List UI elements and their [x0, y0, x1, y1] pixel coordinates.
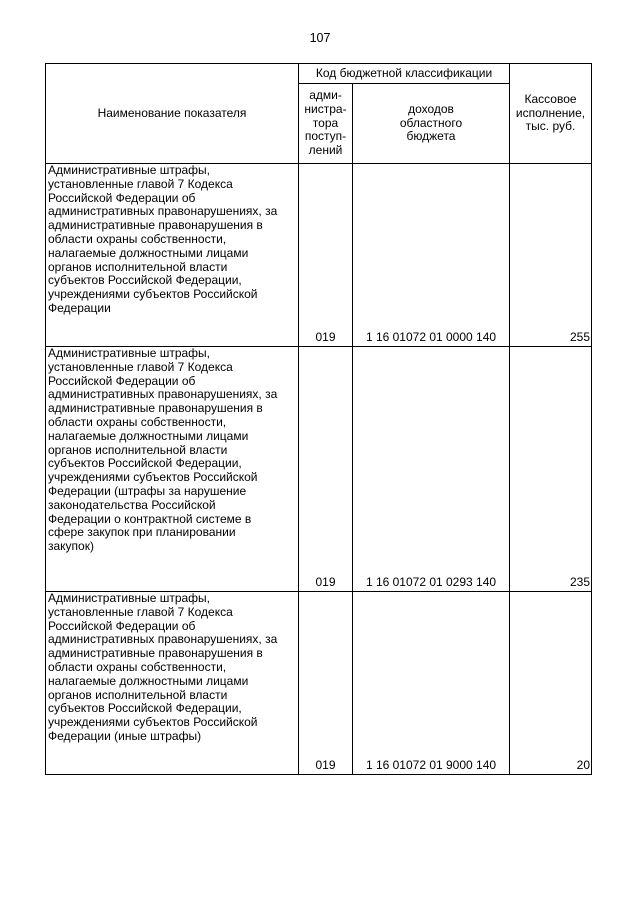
administrator-code-cell: 019 — [299, 592, 353, 775]
header-budget-code-group: Код бюджетной классификации — [299, 64, 510, 84]
administrator-code-cell: 019 — [299, 347, 353, 592]
revenue-code-cell: 1 16 01072 01 0000 140 — [353, 164, 510, 347]
indicator-name-cell: Административные штрафы, установленные главой 7 Кодекса Российской Федерации об административных правонарушениях, за административные правонарушения в области охраны собственности, налагаемые должностными лицами органов исполнительной власти субъектов Российской Федерации, учреждениями субъектов Российской Федерации (штрафы за нарушение законодательства Российской Федерации о контрактной системе в сфере закупок при планировании закупок) — [46, 347, 299, 592]
indicator-name-cell: Административные штрафы, установленные главой 7 Кодекса Российской Федерации об административных правонарушениях, за административные правонарушения в области охраны собственности, налагаемые должностными лицами органов исполнительной власти субъектов Российской Федерации, учреждениями субъектов Российской Федерации — [46, 164, 299, 347]
header-administrator: адми- нистра- тора поступ- лений — [299, 84, 353, 164]
revenue-code-cell: 1 16 01072 01 9000 140 — [353, 592, 510, 775]
table-row — [46, 592, 592, 775]
administrator-code-cell: 019 — [299, 164, 353, 347]
revenue-code-cell: 1 16 01072 01 0293 140 — [353, 347, 510, 592]
header-indicator-name: Наименование показателя — [46, 64, 299, 164]
header-regional-revenue: доходов областного бюджета — [353, 84, 510, 164]
table-row — [46, 164, 592, 347]
cash-execution-cell: 20 — [510, 592, 592, 775]
table-row — [46, 347, 592, 592]
header-cash-execution: Кассовое исполнение, тыс. руб. — [510, 64, 592, 164]
cash-execution-cell: 235 — [510, 347, 592, 592]
cash-execution-cell: 255 — [510, 164, 592, 347]
budget-table — [45, 63, 592, 775]
page-number: 107 — [309, 31, 331, 45]
indicator-name-cell: Административные штрафы, установленные главой 7 Кодекса Российской Федерации об административных правонарушениях, за административные правонарушения в области охраны собственности, налагаемые должностными лицами органов исполнительной власти субъектов Российской Федерации, учреждениями субъектов Российской Федерации (иные штрафы) — [46, 592, 299, 775]
